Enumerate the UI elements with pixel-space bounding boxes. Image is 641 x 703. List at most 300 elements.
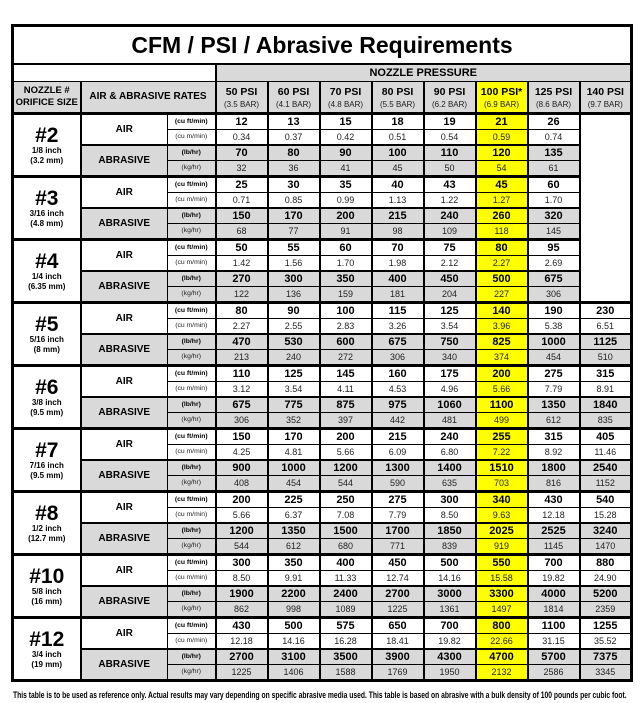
value-cell: 1700 bbox=[372, 523, 424, 539]
value-cell: 1350 bbox=[268, 523, 320, 539]
value-cell: 3000 bbox=[424, 586, 476, 602]
value-cell: 975 bbox=[372, 397, 424, 413]
value-cell: 300 bbox=[216, 555, 268, 571]
value-cell: 454 bbox=[268, 476, 320, 492]
pressure-header: 60 PSI (4.1 BAR) bbox=[268, 82, 320, 114]
value-cell: 450 bbox=[424, 271, 476, 287]
value-cell: 12.74 bbox=[372, 571, 424, 587]
value-cell: 1000 bbox=[528, 334, 580, 350]
value-cell: 575 bbox=[320, 618, 372, 634]
value-cell: 0.42 bbox=[320, 130, 372, 146]
value-cell: 215 bbox=[372, 429, 424, 445]
value-cell: 3900 bbox=[372, 649, 424, 665]
table-row bbox=[13, 114, 632, 130]
value-cell: 16.28 bbox=[320, 634, 372, 650]
value-cell: 4700 bbox=[476, 649, 528, 665]
air-label: AIR bbox=[81, 492, 168, 524]
value-cell: 2132 bbox=[476, 665, 528, 681]
value-cell: 109 bbox=[424, 224, 476, 240]
value-cell: 352 bbox=[268, 413, 320, 429]
value-cell: 919 bbox=[476, 539, 528, 555]
value-cell: 110 bbox=[424, 145, 476, 161]
value-cell: 125 bbox=[268, 366, 320, 382]
value-cell: 1.70 bbox=[320, 256, 372, 272]
value-cell: 374 bbox=[476, 350, 528, 366]
value-cell: 4.53 bbox=[372, 382, 424, 398]
table-row bbox=[13, 303, 632, 319]
unit-label: (lb/hr) bbox=[168, 271, 216, 287]
value-cell: 1510 bbox=[476, 460, 528, 476]
value-cell: 1814 bbox=[528, 602, 580, 618]
value-cell: 1000 bbox=[268, 460, 320, 476]
value-cell: 350 bbox=[268, 555, 320, 571]
value-cell: 650 bbox=[372, 618, 424, 634]
value-cell: 5700 bbox=[528, 649, 580, 665]
value-cell: 703 bbox=[476, 476, 528, 492]
value-cell: 408 bbox=[216, 476, 268, 492]
nozzle-cell: #10 5/8 inch (16 mm) bbox=[13, 555, 81, 618]
value-cell: 275 bbox=[528, 366, 580, 382]
table-row bbox=[13, 334, 632, 350]
value-cell: 9.91 bbox=[268, 571, 320, 587]
nozzle-cell: #4 1/4 inch (6.35 mm) bbox=[13, 240, 81, 303]
unit-label: (cu ft/min) bbox=[168, 240, 216, 256]
value-cell: 8.92 bbox=[528, 445, 580, 461]
value-cell: 2700 bbox=[372, 586, 424, 602]
value-cell: 13 bbox=[268, 114, 320, 130]
value-cell: 340 bbox=[476, 492, 528, 508]
unit-label: (cu m/min) bbox=[168, 508, 216, 524]
unit-label: (cu ft/min) bbox=[168, 618, 216, 634]
value-cell: 43 bbox=[424, 177, 476, 193]
value-cell: 1.42 bbox=[216, 256, 268, 272]
value-cell: 95 bbox=[528, 240, 580, 256]
value-cell: 3345 bbox=[580, 665, 632, 681]
value-cell: 6.09 bbox=[372, 445, 424, 461]
table-row bbox=[13, 492, 632, 508]
value-cell: 600 bbox=[320, 334, 372, 350]
value-cell: 816 bbox=[528, 476, 580, 492]
value-cell: 213 bbox=[216, 350, 268, 366]
value-cell: 1.22 bbox=[424, 193, 476, 209]
unit-label: (kg/hr) bbox=[168, 161, 216, 177]
value-cell: 612 bbox=[528, 413, 580, 429]
unit-label: (kg/hr) bbox=[168, 413, 216, 429]
value-cell: 1950 bbox=[424, 665, 476, 681]
value-cell: 54 bbox=[476, 161, 528, 177]
pressure-header: 140 PSI (9.7 BAR) bbox=[580, 82, 632, 114]
value-cell: 36 bbox=[268, 161, 320, 177]
value-cell: 100 bbox=[372, 145, 424, 161]
value-cell: 7.79 bbox=[528, 382, 580, 398]
air-label: AIR bbox=[81, 114, 168, 146]
value-cell: 8.91 bbox=[580, 382, 632, 398]
table-row bbox=[13, 555, 632, 571]
value-cell: 750 bbox=[424, 334, 476, 350]
value-cell: 181 bbox=[372, 287, 424, 303]
value-cell: 1406 bbox=[268, 665, 320, 681]
value-cell: 41 bbox=[320, 161, 372, 177]
value-cell: 31.15 bbox=[528, 634, 580, 650]
value-cell: 2.27 bbox=[216, 319, 268, 335]
nozzle-col-header-line1: NOZZLE # bbox=[23, 85, 70, 96]
table-row bbox=[13, 240, 632, 256]
air-label: AIR bbox=[81, 303, 168, 335]
unit-label: (lb/hr) bbox=[168, 208, 216, 224]
value-cell: 1300 bbox=[372, 460, 424, 476]
value-cell: 77 bbox=[268, 224, 320, 240]
value-cell: 175 bbox=[424, 366, 476, 382]
value-cell: 4.25 bbox=[216, 445, 268, 461]
value-cell: 240 bbox=[424, 429, 476, 445]
abrasive-label: ABRASIVE bbox=[81, 145, 168, 177]
air-label: AIR bbox=[81, 366, 168, 398]
value-cell: 45 bbox=[372, 161, 424, 177]
value-cell: 1840 bbox=[580, 397, 632, 413]
nozzle-cell: #12 3/4 inch (19 mm) bbox=[13, 618, 81, 681]
nozzle-cell: #3 3/16 inch (4.8 mm) bbox=[13, 177, 81, 240]
value-cell: 122 bbox=[216, 287, 268, 303]
value-cell: 1225 bbox=[372, 602, 424, 618]
value-cell: 397 bbox=[320, 413, 372, 429]
value-cell: 315 bbox=[528, 429, 580, 445]
unit-label: (kg/hr) bbox=[168, 350, 216, 366]
value-cell: 800 bbox=[476, 618, 528, 634]
value-cell: 275 bbox=[372, 492, 424, 508]
value-cell: 140 bbox=[476, 303, 528, 319]
unit-label: (kg/hr) bbox=[168, 287, 216, 303]
value-cell: 0.99 bbox=[320, 193, 372, 209]
value-cell: 1470 bbox=[580, 539, 632, 555]
value-cell: 240 bbox=[268, 350, 320, 366]
value-cell: 25 bbox=[216, 177, 268, 193]
value-cell: 4.11 bbox=[320, 382, 372, 398]
unit-label: (kg/hr) bbox=[168, 476, 216, 492]
value-cell: 159 bbox=[320, 287, 372, 303]
value-cell: 1350 bbox=[528, 397, 580, 413]
value-cell: 1.13 bbox=[372, 193, 424, 209]
value-cell: 30 bbox=[268, 177, 320, 193]
value-cell: 227 bbox=[476, 287, 528, 303]
value-cell: 80 bbox=[476, 240, 528, 256]
value-cell: 145 bbox=[320, 366, 372, 382]
value-cell: 5.66 bbox=[476, 382, 528, 398]
value-cell: 270 bbox=[216, 271, 268, 287]
air-label: AIR bbox=[81, 555, 168, 587]
table-row bbox=[13, 429, 632, 445]
pressure-header: 80 PSI (5.5 BAR) bbox=[372, 82, 424, 114]
table-body bbox=[13, 114, 632, 681]
value-cell: 200 bbox=[320, 429, 372, 445]
value-cell: 26 bbox=[528, 114, 580, 130]
value-cell: 454 bbox=[528, 350, 580, 366]
value-cell: 306 bbox=[528, 287, 580, 303]
value-cell: 70 bbox=[216, 145, 268, 161]
unit-label: (cu m/min) bbox=[168, 130, 216, 146]
value-cell: 255 bbox=[476, 429, 528, 445]
value-cell: 9.63 bbox=[476, 508, 528, 524]
value-cell: 4000 bbox=[528, 586, 580, 602]
value-cell: 544 bbox=[320, 476, 372, 492]
value-cell: 315 bbox=[580, 366, 632, 382]
unit-label: (lb/hr) bbox=[168, 523, 216, 539]
table-row bbox=[13, 208, 632, 224]
value-cell: 680 bbox=[320, 539, 372, 555]
unit-label: (cu ft/min) bbox=[168, 366, 216, 382]
pressure-header: 50 PSI (3.5 BAR) bbox=[216, 82, 268, 114]
table-row bbox=[13, 618, 632, 634]
value-cell: 5200 bbox=[580, 586, 632, 602]
abrasive-label: ABRASIVE bbox=[81, 649, 168, 681]
value-cell: 430 bbox=[216, 618, 268, 634]
value-cell: 2.69 bbox=[528, 256, 580, 272]
value-cell: 110 bbox=[216, 366, 268, 382]
value-cell: 1225 bbox=[216, 665, 268, 681]
title-row bbox=[13, 26, 632, 65]
value-cell: 1900 bbox=[216, 586, 268, 602]
value-cell: 320 bbox=[528, 208, 580, 224]
value-cell: 204 bbox=[424, 287, 476, 303]
value-cell: 61 bbox=[528, 161, 580, 177]
value-cell: 11.46 bbox=[580, 445, 632, 461]
value-cell: 400 bbox=[320, 555, 372, 571]
unit-label: (cu m/min) bbox=[168, 382, 216, 398]
value-cell: 300 bbox=[424, 492, 476, 508]
nozzle-cell: #7 7/16 inch (9.5 mm) bbox=[13, 429, 81, 492]
value-cell: 91 bbox=[320, 224, 372, 240]
value-cell: 0.74 bbox=[528, 130, 580, 146]
value-cell: 1152 bbox=[580, 476, 632, 492]
unit-label: (lb/hr) bbox=[168, 334, 216, 350]
value-cell: 118 bbox=[476, 224, 528, 240]
abrasive-label: ABRASIVE bbox=[81, 271, 168, 303]
value-cell: 430 bbox=[528, 492, 580, 508]
value-cell: 136 bbox=[268, 287, 320, 303]
value-cell: 170 bbox=[268, 429, 320, 445]
value-cell: 825 bbox=[476, 334, 528, 350]
value-cell: 1200 bbox=[216, 523, 268, 539]
value-cell: 14.16 bbox=[268, 634, 320, 650]
table-row bbox=[13, 586, 632, 602]
unit-label: (kg/hr) bbox=[168, 539, 216, 555]
value-cell: 32 bbox=[216, 161, 268, 177]
value-cell: 12 bbox=[216, 114, 268, 130]
value-cell: 550 bbox=[476, 555, 528, 571]
value-cell: 481 bbox=[424, 413, 476, 429]
value-cell: 1.27 bbox=[476, 193, 528, 209]
value-cell: 6.37 bbox=[268, 508, 320, 524]
value-cell: 1497 bbox=[476, 602, 528, 618]
unit-label: (cu ft/min) bbox=[168, 114, 216, 130]
value-cell: 200 bbox=[216, 492, 268, 508]
value-cell: 1125 bbox=[580, 334, 632, 350]
value-cell: 1089 bbox=[320, 602, 372, 618]
value-cell: 875 bbox=[320, 397, 372, 413]
unit-label: (lb/hr) bbox=[168, 649, 216, 665]
value-cell: 775 bbox=[268, 397, 320, 413]
value-cell: 2200 bbox=[268, 586, 320, 602]
value-cell: 0.37 bbox=[268, 130, 320, 146]
unit-label: (cu m/min) bbox=[168, 445, 216, 461]
value-cell: 75 bbox=[424, 240, 476, 256]
value-cell: 15 bbox=[320, 114, 372, 130]
value-cell: 1400 bbox=[424, 460, 476, 476]
pressure-header: 125 PSI (8.6 BAR) bbox=[528, 82, 580, 114]
abrasive-label: ABRASIVE bbox=[81, 397, 168, 429]
unit-label: (cu m/min) bbox=[168, 256, 216, 272]
value-cell: 150 bbox=[216, 208, 268, 224]
value-cell: 675 bbox=[528, 271, 580, 287]
value-cell: 700 bbox=[528, 555, 580, 571]
value-cell: 3.96 bbox=[476, 319, 528, 335]
value-cell: 771 bbox=[372, 539, 424, 555]
value-cell: 442 bbox=[372, 413, 424, 429]
value-cell: 60 bbox=[320, 240, 372, 256]
table-row bbox=[13, 366, 632, 382]
value-cell: 4300 bbox=[424, 649, 476, 665]
band-blank-cell bbox=[13, 64, 216, 82]
abrasive-label: ABRASIVE bbox=[81, 334, 168, 366]
value-cell: 3.54 bbox=[268, 382, 320, 398]
value-cell: 60 bbox=[528, 177, 580, 193]
abrasive-label: ABRASIVE bbox=[81, 460, 168, 492]
value-cell: 7375 bbox=[580, 649, 632, 665]
value-cell: 0.51 bbox=[372, 130, 424, 146]
unit-label: (cu ft/min) bbox=[168, 429, 216, 445]
unit-label: (cu ft/min) bbox=[168, 303, 216, 319]
value-cell: 1500 bbox=[320, 523, 372, 539]
nozzle-cell: #5 5/16 inch (8 mm) bbox=[13, 303, 81, 366]
unit-label: (lb/hr) bbox=[168, 397, 216, 413]
value-cell: 55 bbox=[268, 240, 320, 256]
air-label: AIR bbox=[81, 177, 168, 209]
value-cell: 145 bbox=[528, 224, 580, 240]
value-cell: 510 bbox=[580, 350, 632, 366]
value-cell: 190 bbox=[528, 303, 580, 319]
value-cell: 900 bbox=[216, 460, 268, 476]
value-cell: 400 bbox=[372, 271, 424, 287]
value-cell: 635 bbox=[424, 476, 476, 492]
value-cell: 1100 bbox=[476, 397, 528, 413]
rates-col-header: AIR & ABRASIVE RATES bbox=[81, 82, 216, 114]
value-cell: 1800 bbox=[528, 460, 580, 476]
value-cell: 405 bbox=[580, 429, 632, 445]
air-label: AIR bbox=[81, 618, 168, 650]
abrasive-label: ABRASIVE bbox=[81, 208, 168, 240]
value-cell: 18 bbox=[372, 114, 424, 130]
value-cell: 2540 bbox=[580, 460, 632, 476]
value-cell: 1.98 bbox=[372, 256, 424, 272]
value-cell: 2.83 bbox=[320, 319, 372, 335]
value-cell: 880 bbox=[580, 555, 632, 571]
unit-label: (lb/hr) bbox=[168, 145, 216, 161]
value-cell: 590 bbox=[372, 476, 424, 492]
value-cell: 19.82 bbox=[424, 634, 476, 650]
unit-label: (kg/hr) bbox=[168, 224, 216, 240]
unit-label: (cu m/min) bbox=[168, 571, 216, 587]
unit-label: (cu ft/min) bbox=[168, 492, 216, 508]
nozzle-cell: #2 1/8 inch (3.2 mm) bbox=[13, 114, 81, 177]
value-cell: 1100 bbox=[528, 618, 580, 634]
value-cell: 3.54 bbox=[424, 319, 476, 335]
value-cell: 1255 bbox=[580, 618, 632, 634]
value-cell: 15.28 bbox=[580, 508, 632, 524]
blank-cell bbox=[580, 114, 632, 303]
value-cell: 3.12 bbox=[216, 382, 268, 398]
value-cell: 499 bbox=[476, 413, 528, 429]
value-cell: 1769 bbox=[372, 665, 424, 681]
value-cell: 14.16 bbox=[424, 571, 476, 587]
value-cell: 240 bbox=[424, 208, 476, 224]
value-cell: 2525 bbox=[528, 523, 580, 539]
table-row bbox=[13, 460, 632, 476]
value-cell: 1588 bbox=[320, 665, 372, 681]
value-cell: 19.82 bbox=[528, 571, 580, 587]
value-cell: 2.12 bbox=[424, 256, 476, 272]
value-cell: 450 bbox=[372, 555, 424, 571]
column-header-row bbox=[13, 82, 632, 114]
value-cell: 500 bbox=[424, 555, 476, 571]
unit-label: (cu m/min) bbox=[168, 193, 216, 209]
value-cell: 306 bbox=[216, 413, 268, 429]
value-cell: 22.66 bbox=[476, 634, 528, 650]
value-cell: 18.41 bbox=[372, 634, 424, 650]
value-cell: 3100 bbox=[268, 649, 320, 665]
value-cell: 35.52 bbox=[580, 634, 632, 650]
value-cell: 7.79 bbox=[372, 508, 424, 524]
value-cell: 68 bbox=[216, 224, 268, 240]
value-cell: 470 bbox=[216, 334, 268, 350]
value-cell: 530 bbox=[268, 334, 320, 350]
value-cell: 135 bbox=[528, 145, 580, 161]
unit-label: (lb/hr) bbox=[168, 460, 216, 476]
value-cell: 50 bbox=[424, 161, 476, 177]
value-cell: 4.96 bbox=[424, 382, 476, 398]
value-cell: 839 bbox=[424, 539, 476, 555]
nozzle-cell: #8 1/2 inch (12.7 mm) bbox=[13, 492, 81, 555]
value-cell: 5.38 bbox=[528, 319, 580, 335]
value-cell: 3.26 bbox=[372, 319, 424, 335]
value-cell: 998 bbox=[268, 602, 320, 618]
value-cell: 90 bbox=[268, 303, 320, 319]
value-cell: 4.81 bbox=[268, 445, 320, 461]
value-cell: 24.90 bbox=[580, 571, 632, 587]
value-cell: 2400 bbox=[320, 586, 372, 602]
value-cell: 200 bbox=[320, 208, 372, 224]
value-cell: 150 bbox=[216, 429, 268, 445]
value-cell: 540 bbox=[580, 492, 632, 508]
value-cell: 98 bbox=[372, 224, 424, 240]
value-cell: 160 bbox=[372, 366, 424, 382]
air-label: AIR bbox=[81, 429, 168, 461]
value-cell: 500 bbox=[476, 271, 528, 287]
air-label: AIR bbox=[81, 240, 168, 272]
value-cell: 11.33 bbox=[320, 571, 372, 587]
nozzle-pressure-header: NOZZLE PRESSURE bbox=[216, 64, 632, 82]
value-cell: 260 bbox=[476, 208, 528, 224]
value-cell: 35 bbox=[320, 177, 372, 193]
value-cell: 1.70 bbox=[528, 193, 580, 209]
value-cell: 1850 bbox=[424, 523, 476, 539]
value-cell: 0.71 bbox=[216, 193, 268, 209]
value-cell: 340 bbox=[424, 350, 476, 366]
value-cell: 1.56 bbox=[268, 256, 320, 272]
unit-label: (kg/hr) bbox=[168, 665, 216, 681]
pressure-header: 90 PSI (6.2 BAR) bbox=[424, 82, 476, 114]
footnote bbox=[13, 685, 641, 703]
table-row bbox=[13, 523, 632, 539]
table-row bbox=[13, 397, 632, 413]
